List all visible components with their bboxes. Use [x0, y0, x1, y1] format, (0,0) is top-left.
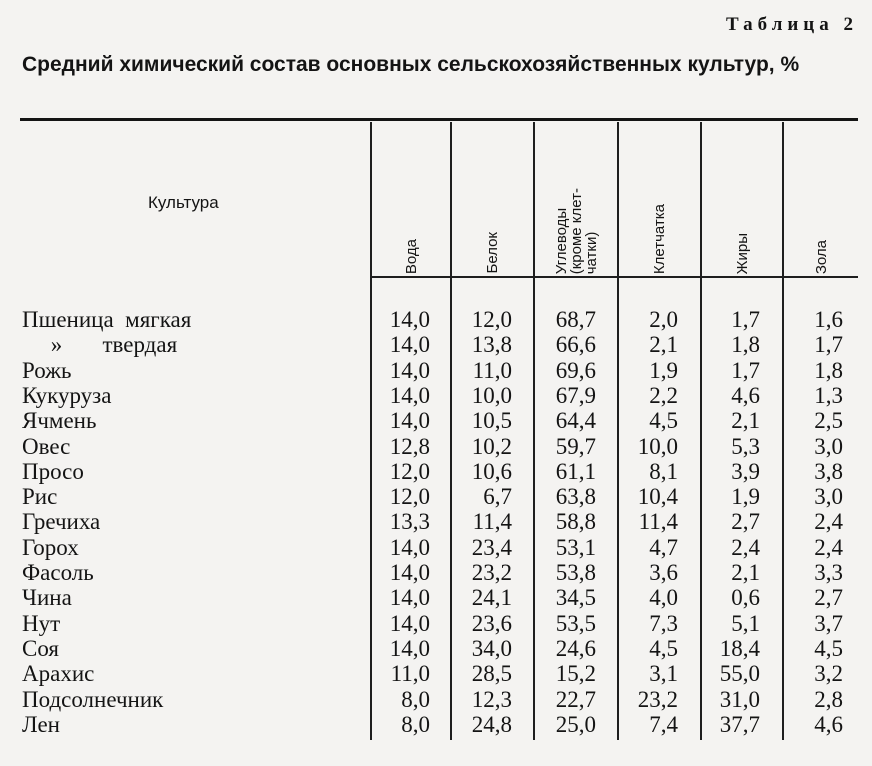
- table-cell: 5,1: [731, 610, 760, 636]
- table-cell: 63,8: [555, 484, 596, 510]
- table-cell: 8,1: [649, 458, 678, 484]
- table-cell: 15,2: [555, 661, 596, 687]
- table-cell: 23,2: [637, 686, 678, 712]
- culture-name: Нут: [22, 610, 61, 636]
- table-cell: 2,5: [814, 408, 843, 434]
- table-cell: 1,7: [814, 332, 843, 358]
- table-cell: 4,5: [649, 635, 678, 661]
- table-cell: 3,8: [814, 458, 843, 484]
- table-row: [0, 408, 872, 433]
- table-row: [0, 358, 872, 383]
- table-cell: 3,1: [649, 661, 678, 687]
- column-header-ash-label: Зола: [812, 239, 830, 274]
- table-row: [0, 687, 872, 712]
- table-cell: 7,4: [649, 711, 678, 737]
- column-header-ash: [784, 124, 858, 274]
- culture-name: Чина: [22, 585, 72, 611]
- table-cell: 14,0: [389, 585, 430, 611]
- culture-name: Кукуруза: [22, 382, 112, 408]
- table-row: [0, 459, 872, 484]
- table-number: Таблица 2: [725, 14, 858, 35]
- culture-name: Горох: [22, 534, 79, 560]
- table-title: Средний химический состав основных сельскохозяйственных культур, %: [22, 53, 800, 76]
- table-cell: 24,8: [471, 711, 512, 737]
- table-row: [0, 661, 872, 686]
- table-row: [0, 434, 872, 459]
- table-cell: 2,1: [731, 560, 760, 585]
- table-cell: 3,9: [731, 458, 760, 484]
- table-cell: 23,4: [471, 534, 512, 560]
- culture-name: Лен: [22, 711, 60, 737]
- table-cell: 58,8: [555, 509, 596, 535]
- table-cell: 1,3: [814, 382, 843, 408]
- table-cell: 4,7: [649, 534, 678, 560]
- table-cell: 2,4: [731, 534, 760, 560]
- table-cell: 24,1: [471, 585, 512, 611]
- column-header-fat-label: Жиры: [733, 232, 751, 274]
- culture-name: Рожь: [22, 357, 72, 383]
- table-cell: 22,7: [555, 686, 596, 712]
- table-cell: 13,8: [471, 332, 512, 358]
- table-cell: 12,8: [389, 433, 430, 459]
- table-cell: 10,0: [637, 433, 678, 459]
- table-cell: 13,3: [389, 509, 430, 535]
- table-cell: 66,6: [555, 332, 596, 358]
- table-cell: 2,0: [649, 307, 678, 332]
- table-cell: 1,7: [731, 357, 760, 383]
- table-cell: 3,7: [814, 610, 843, 636]
- table-cell: 18,4: [719, 635, 760, 661]
- table-cell: 23,6: [471, 610, 512, 636]
- table-cell: 34,0: [471, 635, 512, 661]
- culture-name: Фасоль: [22, 560, 94, 585]
- culture-name: Подсолнечник: [22, 686, 164, 712]
- table-cell: 3,0: [814, 484, 843, 510]
- column-header-water-label: Вода: [402, 238, 420, 274]
- table-cell: 10,0: [471, 382, 512, 408]
- table-cell: 14,0: [389, 635, 430, 661]
- table-row: [0, 484, 872, 509]
- table-cell: 34,5: [555, 585, 596, 611]
- table-cell: 4,5: [814, 635, 843, 661]
- table-cell: 4,6: [731, 382, 760, 408]
- table-cell: 4,5: [649, 408, 678, 434]
- table-cell: 1,8: [814, 357, 843, 383]
- table-cell: 3,0: [814, 433, 843, 459]
- table-cell: 53,1: [555, 534, 596, 560]
- column-header-water: [372, 124, 450, 274]
- table-cell: 2,8: [814, 686, 843, 712]
- table-cell: 1,9: [731, 484, 760, 510]
- table-cell: 2,1: [649, 332, 678, 358]
- table-cell: 53,5: [555, 610, 596, 636]
- table-cell: 3,6: [649, 560, 678, 585]
- table-cell: 59,7: [555, 433, 596, 459]
- table-cell: 11,4: [472, 509, 512, 535]
- table-cell: 2,2: [649, 382, 678, 408]
- table-cell: 67,9: [555, 382, 596, 408]
- table-cell: 10,6: [471, 458, 512, 484]
- table-row: [0, 307, 872, 332]
- column-header-fat: [702, 124, 782, 274]
- table-cell: 12,0: [389, 484, 430, 510]
- table-row: [0, 535, 872, 560]
- table-cell: 14,0: [389, 408, 430, 434]
- table-cell: 10,2: [471, 433, 512, 459]
- table-cell: 11,0: [390, 661, 430, 687]
- table-cell: 25,0: [555, 711, 596, 737]
- culture-name: » твердая: [22, 332, 178, 358]
- culture-name: Соя: [22, 635, 59, 661]
- table-cell: 1,8: [731, 332, 760, 358]
- table-row: [0, 560, 872, 585]
- header-bottom-rule: [370, 276, 858, 278]
- table-cell: 14,0: [389, 610, 430, 636]
- culture-name: Овес: [22, 433, 71, 459]
- table-row: [0, 332, 872, 357]
- table-cell: 3,2: [814, 661, 843, 687]
- column-header-carbs-label: Углеводы (кроме клет- чатки): [552, 187, 600, 274]
- table-cell: 0,6: [731, 585, 760, 611]
- table-cell: 2,1: [731, 408, 760, 434]
- table-cell: 28,5: [471, 661, 512, 687]
- culture-name: Просо: [22, 458, 84, 484]
- culture-name: Ячмень: [22, 408, 97, 434]
- table-cell: 10,4: [637, 484, 678, 510]
- column-header-fiber-label: Клетчатка: [651, 203, 668, 274]
- table-cell: 12,0: [389, 458, 430, 484]
- table-row: [0, 383, 872, 408]
- table-cell: 61,1: [555, 458, 596, 484]
- table-cell: 5,3: [731, 433, 760, 459]
- table-cell: 14,0: [389, 332, 430, 358]
- table-cell: 10,5: [471, 408, 512, 434]
- table-cell: 3,3: [814, 560, 843, 585]
- table-cell: 14,0: [389, 307, 430, 332]
- column-header-protein-label: Белок: [484, 232, 501, 274]
- table-cell: 4,6: [814, 711, 843, 737]
- column-header-culture: Культура: [148, 193, 219, 212]
- table-cell: 1,7: [731, 307, 760, 332]
- table-cell: 2,7: [731, 509, 760, 535]
- table-row: [0, 712, 872, 737]
- table-cell: 7,3: [649, 610, 678, 636]
- table-row: [0, 509, 872, 534]
- table-cell: 12,0: [471, 307, 512, 332]
- table-cell: 11,4: [638, 509, 678, 535]
- table-row: [0, 585, 872, 610]
- table-cell: 1,9: [649, 357, 678, 383]
- table-cell: 2,4: [814, 534, 843, 560]
- table-cell: 69,6: [555, 357, 596, 383]
- table-cell: 11,0: [472, 357, 512, 383]
- table-cell: 14,0: [389, 560, 430, 585]
- table-cell: 68,7: [555, 307, 596, 332]
- table-row: [0, 636, 872, 661]
- table-cell: 2,7: [814, 585, 843, 611]
- table-row: [0, 611, 872, 636]
- table-cell: 24,6: [555, 635, 596, 661]
- table-cell: 6,7: [483, 484, 512, 510]
- table-cell: 2,4: [814, 509, 843, 535]
- table-cell: 53,8: [555, 560, 596, 585]
- column-header-protein: [452, 124, 533, 274]
- table-cell: 4,0: [649, 585, 678, 611]
- table-cell: 23,2: [471, 560, 512, 585]
- table-cell: 8,0: [401, 686, 430, 712]
- table-cell: 12,3: [471, 686, 512, 712]
- culture-name: Пшеница мягкая: [22, 307, 192, 332]
- table-cell: 8,0: [401, 711, 430, 737]
- column-header-carbs: [535, 124, 617, 274]
- table-cell: 55,0: [719, 661, 760, 687]
- table-cell: 14,0: [389, 534, 430, 560]
- culture-name: Гречиха: [22, 509, 101, 535]
- table-cell: 14,0: [389, 357, 430, 383]
- table-cell: 64,4: [555, 408, 596, 434]
- culture-name: Арахис: [22, 661, 95, 687]
- table-cell: 31,0: [719, 686, 760, 712]
- column-header-fiber: [619, 124, 700, 274]
- table-cell: 14,0: [389, 382, 430, 408]
- table-cell: 37,7: [719, 711, 760, 737]
- table-cell: 1,6: [814, 307, 843, 332]
- header-rule: [20, 118, 858, 121]
- culture-name: Рис: [22, 484, 58, 510]
